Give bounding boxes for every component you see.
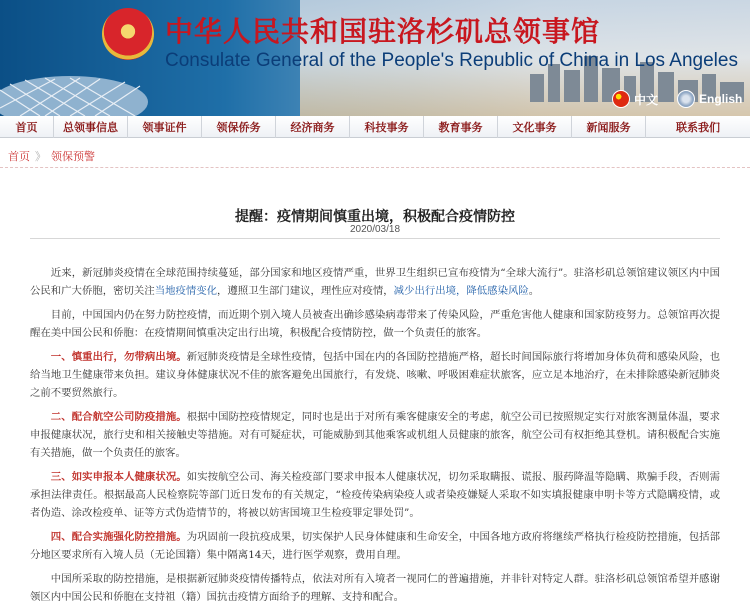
paragraph-point-2 [30,408,720,462]
consulate-title-cn: 中华人民共和国驻洛杉矶总领事馆 [165,15,601,48]
point-2-heading: 二、配合航空公司防疫措施。 [50,411,187,423]
title-divider [30,238,720,239]
language-chinese-link[interactable] [612,90,658,108]
point-3-text: 如实按航空公司、海关检疫部门要求申报本人健康状况，切勿采取瞒报、谎报、服药降温等隐瞒、欺骗手段，否则需承担法律责任。根据最高人民检察院等部门近日发布的有关规定，“检疫传染病染疫人或者染疫嫌疑人采取不如实填报健康申明卡等方式隐瞒疫情，或者伪造、涂改检疫单、证等方式伪造情节的，将被以妨害国境卫生检疫罪定罪处罚”。 [30,471,721,519]
article-body [30,264,720,612]
local-epidemic-link[interactable]: 当地疫情变化 [154,285,218,297]
article-date: 2020/03/18 [349,224,401,235]
paragraph-closing: 中国所采取的防控措施，是根据新冠肺炎疫情传播特点，依法对所有入境者一视同仁的普遍措施，并非针对特定人群。驻洛杉矶总领馆希望并感谢领区内中国公民和侨胞在支持祖（籍）国抗击疫情方面给予的理解、支持和配合。 [30,573,720,603]
nav-item-culture[interactable]: 文化事务 [498,116,572,138]
nav-item-consular-documents[interactable]: 领事证件 [128,116,202,138]
paragraph-point-4 [30,528,720,564]
paragraph-point-3 [30,468,720,522]
site-header [0,0,750,116]
reduce-travel-link[interactable]: 减少出行出境，降低感染风险 [393,285,529,297]
point-3-heading: 三、如实申报本人健康状况。 [50,471,187,483]
nav-item-education[interactable]: 教育事务 [424,116,498,138]
breadcrumb-current-link[interactable]: 领保预警 [51,150,95,163]
language-english-link[interactable] [677,90,742,108]
point-1-text: 新冠肺炎疫情是全球性疫情，包括中国在内的各国防控措施严格，超长时间国际旅行将增加身体负荷和感染风险，也给当地卫生健康带来负担。建议身体健康状况不佳的旅客避免出国旅行，有发烧、咳嗽、呼吸困难症状旅客，应立足本地治疗，在未排除感染新冠肺炎之前不要贸然旅行。 [30,351,721,399]
paragraph-current-situation: 目前，中国国内仍在努力防控疫情，而近期个别入境人员被查出确诊感染病毒带来了传染风险，严重危害他人健康和国家防疫努力。总领馆再次提醒在美中国公民和侨胞：在疫情期间慎重决定出行出境，积极配合疫情防控，做一个负责任的旅客。 [30,309,720,339]
breadcrumb-home-link[interactable]: 首页 [8,150,30,163]
national-emblem-icon [102,8,154,60]
nav-item-news-service[interactable]: 新闻服务 [572,116,646,138]
paragraph-point-1 [30,348,720,402]
nav-item-consul-general-info[interactable]: 总领事信息 [54,116,128,138]
paragraph-intro-text-2: ，遵照卫生部门建议，理性应对疫情， [217,285,394,297]
globe-icon [677,90,695,108]
nav-item-economy-commerce[interactable]: 经济商务 [276,116,350,138]
nav-item-consular-protection[interactable]: 领保侨务 [202,116,276,138]
point-4-heading: 四、配合实施强化防控措施。 [50,531,187,543]
china-flag-icon [612,90,630,108]
point-2-text: 根据中国防控疫情规定，同时也是出于对所有乘客健康安全的考虑，航空公司已按照规定实行对旅客测量体温，要求申报健康状况，旅行史和相关接触史等措施。对有可疑症状，可能威胁到其他乘客或机组人员健康的旅客，航空公司有权拒绝其登机。请积极配合实施有关措施，做一个负责任的旅客。 [30,411,721,459]
breadcrumb [0,148,750,168]
paragraph-intro-end: 。 [528,285,540,297]
paragraph-intro [30,264,720,300]
article-title: 提醒：疫情期间慎重出境，积极配合疫情防控 [235,209,515,225]
nav-item-contact-us[interactable]: 联系我们 [676,121,720,134]
nav-item-home[interactable]: 首页 [0,116,54,138]
point-4-text: 为巩固前一段抗疫成果，切实保护人民身体健康和生命安全，中国各地方政府将继续严格执行检疫防控措施，包括部分地区要求所有入境人员（无论国籍）集中隔离14天，进行医学观察，费用自理。 [30,531,721,561]
consulate-title-en: Consulate General of the People's Republic of China in Los Angeles [165,50,738,71]
language-english-label: English [699,92,743,106]
nav-item-science-technology[interactable]: 科技事务 [350,116,424,138]
main-nav [0,116,750,138]
paragraph-intro-text: 近来，新冠肺炎疫情在全球范围持续蔓延，部分国家和地区疫情严重，世界卫生组织已宣布疫情为“全球大流行”。驻洛杉矶总领馆建议领区内中国公民和广大侨胞，密切关注 [30,267,720,297]
breadcrumb-separator: 》 [35,150,46,163]
language-chinese-label: 中文 [634,92,659,107]
point-1-heading: 一、慎重出行，勿带病出境。 [50,351,187,363]
